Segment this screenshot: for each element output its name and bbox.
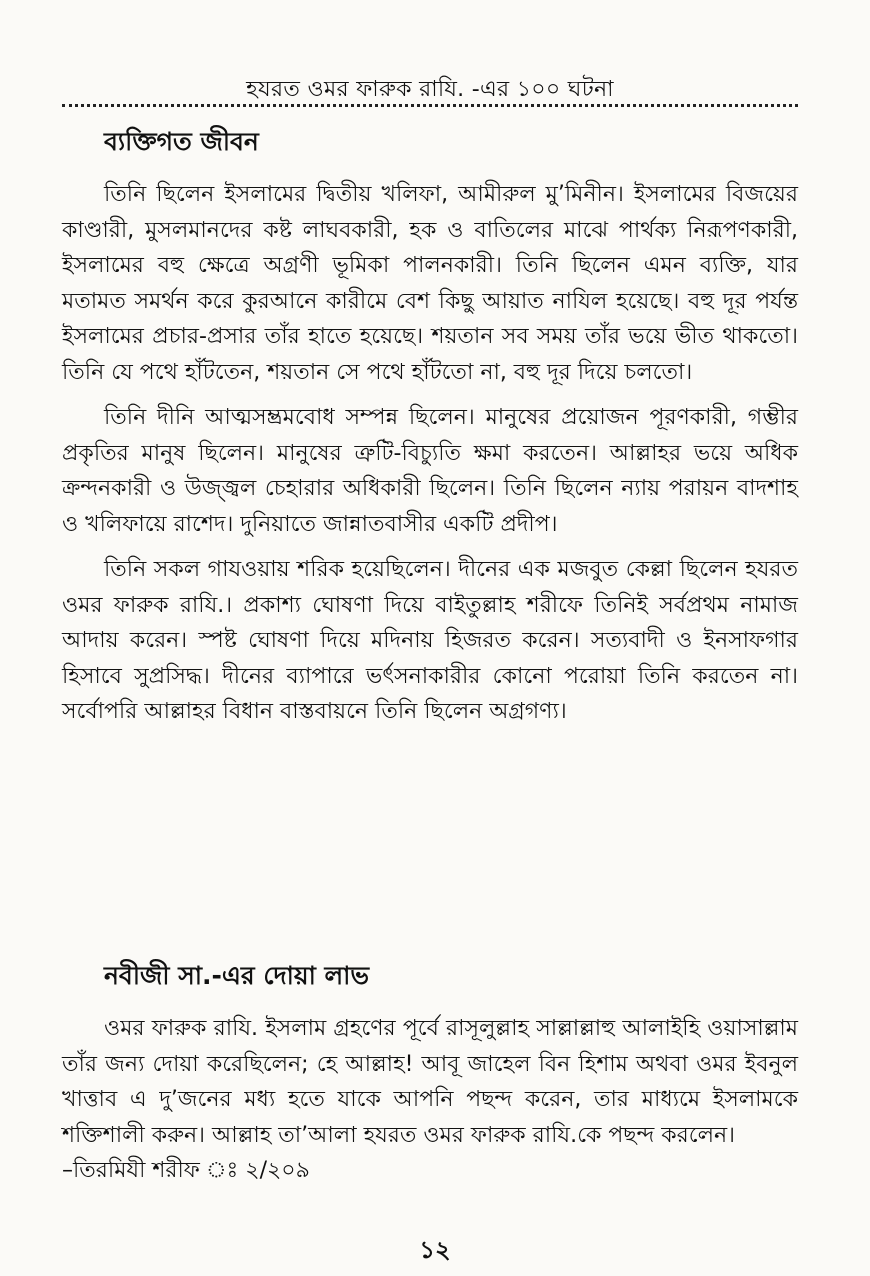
paragraph: তিনি সকল গাযওয়ায় শরিক হয়েছিলেন। দীনের এক মজবুত কেল্লা ছিলেন হযরত ওমর ফারুক রাযি.। প্রকাশ্য ঘোষণা দিয়ে বাইতুল্লাহ শরীফে তিনিই সর্বপ্রথম নামাজ আদায় করেন। স্পষ্ট ঘোষণা দিয়ে মদিনায় হিজরত করেন। সত্যবাদী ও ইনসাফগার হিসাবে সুপ্রসিদ্ধ। দীনের ব্যাপারে ভর্ৎসনাকারীর কোনো পরোয়া তিনি করতেন না। সর্বোপরি আল্লাহর বিধান বাস্তবায়নে তিনি ছিলেন অগ্রগণ্য। (62, 557, 798, 724)
citation: –তিরমিযী শরীফ ঃ ২/২০৯ (62, 1158, 310, 1183)
section-heading: নবীজী সা.-এর দোয়া লাভ (104, 961, 370, 990)
paragraph: তিনি ছিলেন ইসলামের দ্বিতীয় খলিফা, আমীরুল মু’মিনীন। ইসলামের বিজয়ের কাণ্ডারী, মুসলমানদের কষ্ট লাঘবকারী, হক ও বাতিলের মাঝে পার্থক্য নিরূপণকারী, ইসলামের বহু ক্ষেত্রে অগ্রণী ভূমিকা পালনকারী। তিনি ছিলেন এমন ব্যক্তি, যার মতামত সমর্থন করে কুরআনে কারীমে বেশ কিছু আয়াত নাযিল হয়েছে। বহু দূর পর্যন্ত ইসলামের প্রচার-প্রসার তাঁর হাতে হয়েছে। শয়তান সব সময় তাঁর ভয়ে ভীত থাকতো। তিনি যে পথে হাঁটতেন, শয়তান সে পথে হাঁটতো না, বহু দূর দিয়ে চলতো। (62, 182, 798, 385)
page-number: ১২ (419, 1236, 451, 1264)
section-personal-life (62, 122, 798, 740)
header-divider (62, 104, 798, 107)
running-title: হযরত ওমর ফারুক রাযি. -এর ১০০ ঘটনা (246, 77, 614, 102)
section-prophet-prayer (62, 956, 798, 1189)
paragraph: ওমর ফারুক রাযি. ইসলাম গ্রহণের পূর্বে রাসূলুল্লাহ সাল্লাল্লাহু আলাইহি ওয়াসাল্লাম তাঁর জন্য দোয়া করেছিলেন; হে আল্লাহ! আবূ জাহেল বিন হিশাম অথবা ওমর ইবনুল খাত্তাব এ দু’জনের মধ্য হতে যাকে আপনি পছন্দ করেন, তার মাধ্যমে ইসলামকে শক্তিশালী করুন। আল্লাহ তা’আলা হযরত ওমর ফারুক রাযি.কে পছন্দ করলেন। (62, 1016, 798, 1148)
paragraph: তিনি দীনি আত্মসম্ভ্রমবোধ সম্পন্ন ছিলেন। মানুষের প্রয়োজন পূরণকারী, গম্ভীর প্রকৃতির মানুষ ছিলেন। মানুষের ত্রুটি-বিচ্যুতি ক্ষমা করতেন। আল্লাহর ভয়ে অধিক ক্রন্দনকারী ও উজ্জ্বল চেহারার অধিকারী ছিলেন। তিনি ছিলেন ন্যায় পরায়ন বাদশাহ ও খলিফায়ে রাশেদ। দুনিয়াতে জান্নাতবাসীর একটি প্রদীপ। (62, 405, 798, 537)
section-heading: ব্যক্তিগত জীবন (104, 127, 259, 156)
